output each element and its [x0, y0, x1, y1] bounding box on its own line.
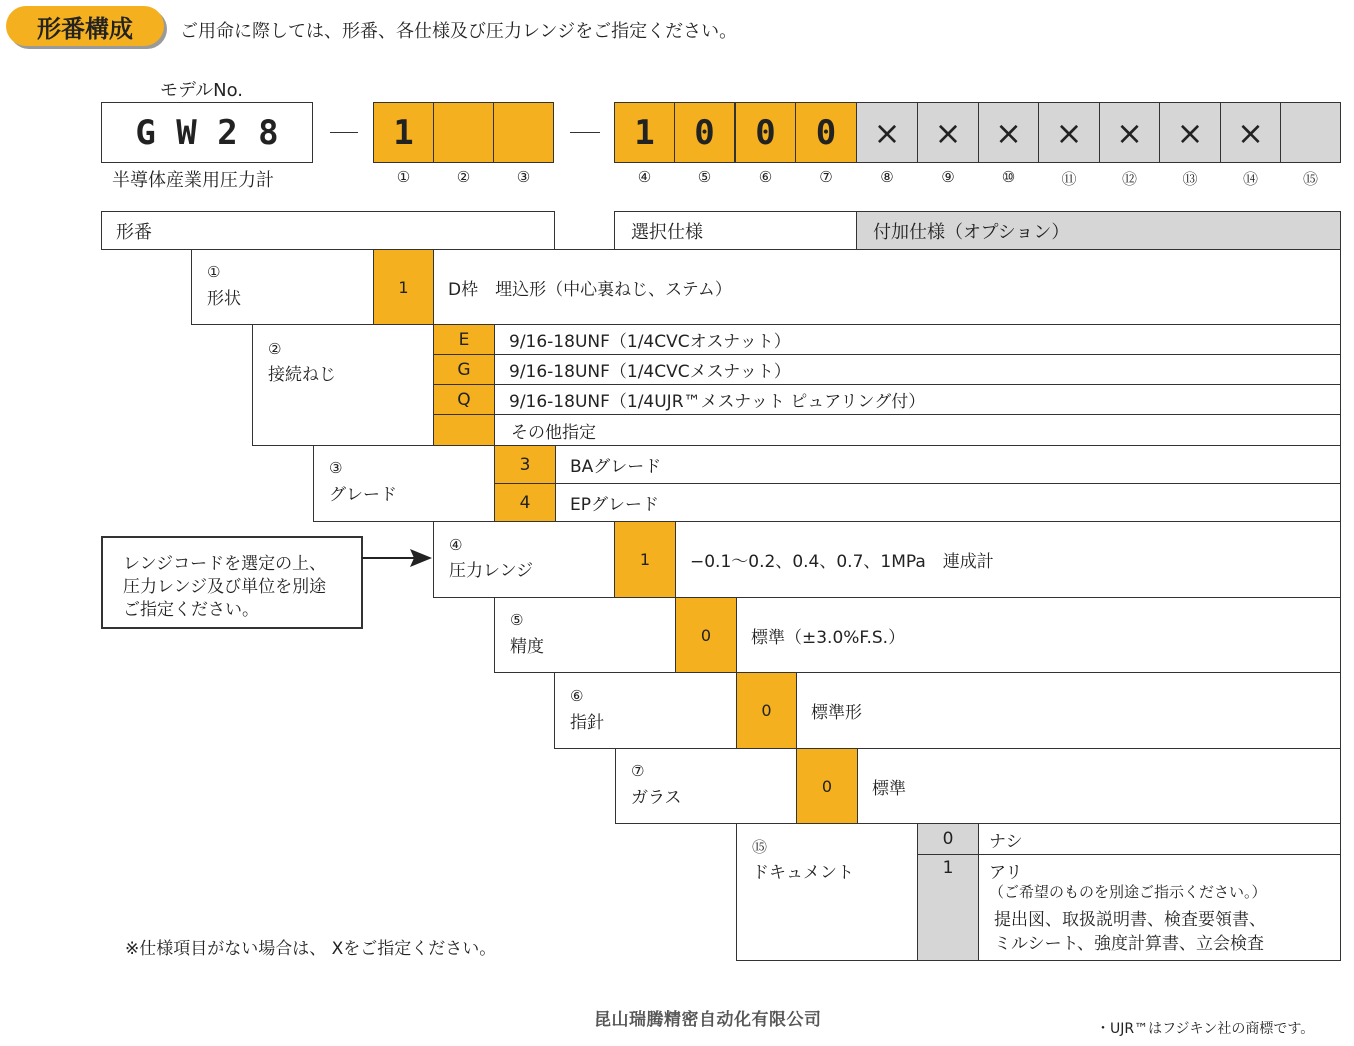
spec2-code-g: G [433, 354, 495, 385]
callout-arrow-icon [362, 546, 434, 570]
spec1-code: 1 [373, 249, 434, 325]
spec6-code: 0 [736, 672, 797, 749]
spec1-title: 形状 [207, 289, 241, 309]
spec15-number: ⑮ [752, 838, 768, 856]
section-options: 付加仕様（オプション） [856, 211, 1341, 250]
company-watermark: 昆山瑞腾精密自动化有限公司 [594, 1010, 822, 1030]
footnote: ※仕様項目がない場合は、 Xをご指定ください。 [125, 939, 497, 959]
spec4-title: 圧力レンジ [449, 561, 534, 581]
slot-number: ⑩ [1001, 168, 1016, 186]
spec6-number: ⑥ [570, 687, 584, 705]
spec2-code-q: Q [433, 384, 495, 415]
spec1-row [191, 249, 1341, 325]
spec3-desc-4: EPグレード [570, 495, 659, 515]
spec5-code: 0 [675, 597, 737, 673]
model-code: G W 2 8 [101, 102, 313, 163]
slot-number: ⑪ [1061, 170, 1077, 188]
spec6-desc: 標準形 [811, 703, 862, 723]
spec2-desc-g: 9/16-18UNF（1/4CVCメスナット） [509, 362, 791, 382]
spec7-code: 0 [796, 748, 858, 824]
trademark-note: ・UJR™はフジキン社の商標です。 [1096, 1021, 1315, 1037]
slot-number: ⑭ [1242, 170, 1258, 188]
slot-number: ⑤ [697, 168, 712, 186]
range-callout [101, 536, 363, 629]
spec15-desc-0: ナシ [989, 831, 1023, 852]
dash-1 [330, 132, 358, 133]
slot-5: 0 [674, 102, 735, 163]
slot-number: ⑫ [1121, 170, 1137, 188]
model-label: モデルNo. [160, 80, 243, 101]
spec3-title: グレード [329, 485, 397, 505]
spec5-row [494, 597, 1341, 673]
slot-number: ① [396, 168, 411, 186]
spec3-number: ③ [329, 459, 343, 477]
slot-number: ④ [637, 168, 652, 186]
spec15-desc-1: アリ [989, 863, 1023, 883]
spec2-desc-e: 9/16-18UNF（1/4CVCオスナット） [509, 332, 791, 352]
slot-14: × [1220, 102, 1281, 163]
slot-10: × [978, 102, 1039, 163]
spec4-desc: −0.1～0.2、0.4、0.7、1MPa 連成計 [690, 552, 994, 572]
spec4-number: ④ [449, 536, 463, 554]
spec2-code-e: E [433, 324, 495, 355]
callout-line: レンジコードを選定の上、 [123, 554, 327, 574]
spec5-number: ⑤ [510, 611, 524, 629]
spec15-row [917, 823, 1341, 855]
spec5-desc: 標準（±3.0%F.S.） [751, 627, 906, 648]
slot-number: ③ [516, 168, 531, 186]
slot-number: ⑧ [880, 168, 894, 186]
spec2-desc-other: その他指定 [511, 422, 596, 443]
spec7-desc: 標準 [872, 778, 906, 799]
section-badge: 形番構成 [6, 6, 164, 46]
callout-line: ご指定ください。 [123, 600, 259, 620]
instruction-text: ご用命に際しては、形番、各仕様及び圧力レンジをご指定ください。 [180, 21, 738, 42]
slot-number: ② [456, 168, 471, 186]
spec6-title: 指針 [570, 713, 604, 733]
spec1-number: ① [207, 263, 221, 281]
slot-15 [1280, 102, 1341, 163]
spec2-title: 接続ねじ [268, 365, 336, 385]
spec15-list-line: 提出図、取扱説明書、検査要領書、 [994, 910, 1266, 930]
spec6-row [554, 672, 1341, 749]
spec7-number: ⑦ [631, 762, 645, 780]
slot-4: 1 [614, 102, 675, 163]
spec3-desc-3: BAグレード [570, 457, 662, 477]
spec2-desc-q: 9/16-18UNF（1/4UJR™メスナット ピュアリング付） [509, 392, 926, 412]
slot-1: 1 [373, 102, 434, 163]
spec15-title: ドキュメント [752, 863, 854, 883]
slot-12: × [1099, 102, 1160, 163]
slot-number: ⑮ [1302, 170, 1318, 188]
spec3-code-4: 4 [494, 483, 556, 522]
slot-8: × [856, 102, 918, 163]
callout-line: 圧力レンジ及び単位を別途 [123, 577, 327, 597]
slot-2 [433, 102, 494, 163]
spec1-desc: D枠 埋込形（中心裏ねじ、ステム） [448, 279, 732, 300]
spec5-title: 精度 [510, 637, 544, 657]
slot-3 [493, 102, 554, 163]
slot-number: ⑬ [1182, 170, 1198, 188]
spec15-code-1: 1 [942, 858, 954, 878]
spec7-row [615, 748, 1341, 824]
section-model-no: 形番 [101, 211, 555, 250]
slot-13: × [1159, 102, 1221, 163]
slot-number: ⑨ [941, 168, 955, 186]
slot-11: × [1038, 102, 1100, 163]
spec15-code-0: 0 [917, 823, 979, 855]
spec15-list-line: ミルシート、強度計算書、立会検査 [994, 934, 1265, 954]
spec2-code-other [433, 414, 495, 446]
spec2-number: ② [268, 340, 282, 358]
dash-2 [570, 132, 600, 133]
slot-7: 0 [795, 102, 857, 163]
spec15-note: （ご希望のものを別途ご指示ください。） [989, 883, 1267, 901]
slot-9: × [917, 102, 979, 163]
slot-6: 0 [735, 102, 796, 163]
slot-number: ⑦ [819, 168, 833, 186]
section-selection: 選択仕様 [614, 211, 857, 250]
spec3-code-3: 3 [494, 445, 556, 484]
spec4-code: 1 [614, 521, 676, 598]
model-subtitle: 半導体産業用圧力計 [112, 170, 274, 191]
slot-number: ⑥ [758, 168, 773, 186]
spec7-title: ガラス [631, 788, 682, 808]
